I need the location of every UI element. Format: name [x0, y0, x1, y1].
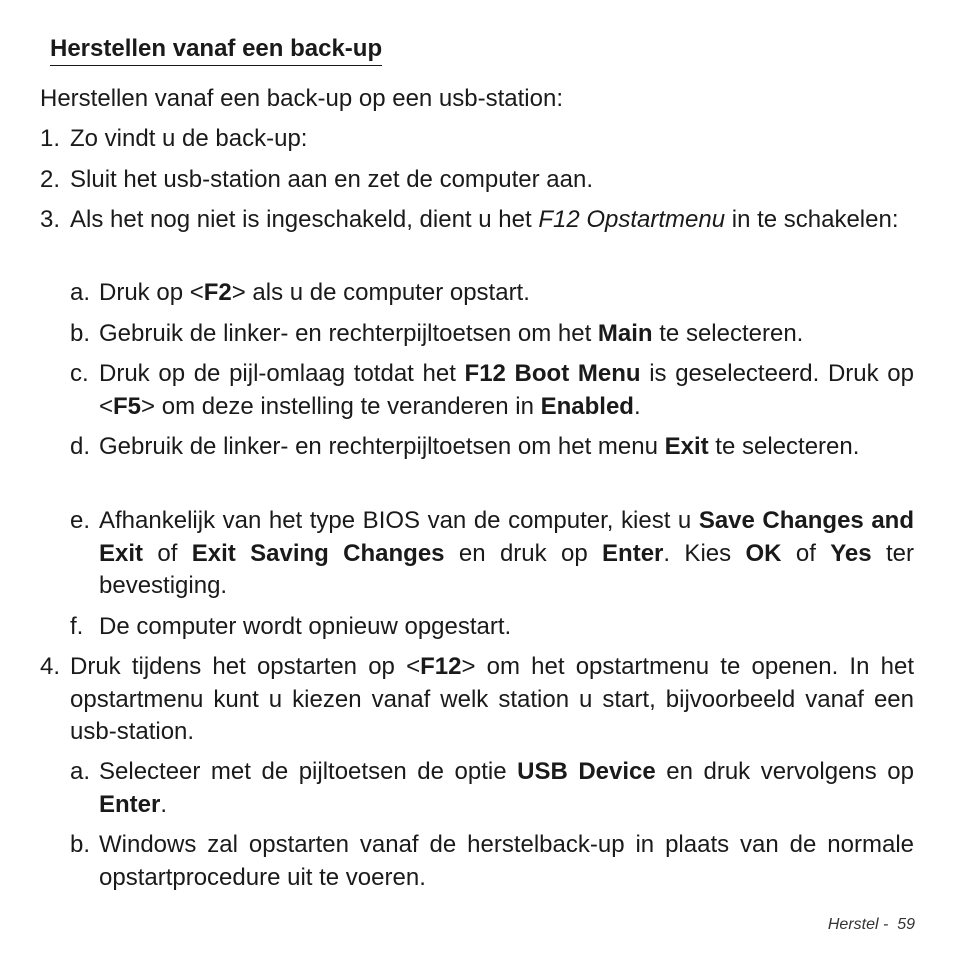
step-3e-letter: e.: [70, 507, 91, 534]
step-4-number: 4.: [40, 653, 61, 680]
intro-text: Herstellen vanaf een back-up op een usb-station:: [40, 85, 563, 112]
footer-section: Herstel -: [827, 916, 889, 933]
step-1-number: 1.: [40, 125, 61, 152]
step-3c-letter: c.: [70, 360, 89, 387]
page-number: 59: [897, 916, 915, 933]
step-2-text: Sluit het usb-station aan en zet de computer aan.: [70, 166, 593, 193]
step-4b-letter: b.: [70, 831, 91, 858]
step-3b-letter: b.: [70, 320, 91, 347]
step-3-text: Als het nog niet is ingeschakeld, dient u het F12 Opstartmenu in te schakelen:: [70, 206, 899, 233]
step-3e-text: Afhankelijk van het type BIOS van de computer, kiest u Save Changes and Exit of Exit Saving Changes en druk op Enter. Kies OK of Yes ter bevestiging.: [99, 507, 914, 599]
step-3d-letter: d.: [70, 433, 91, 460]
section-heading: Herstellen vanaf een back-up: [50, 34, 382, 66]
step-3b-text: Gebruik de linker- en rechterpijltoetsen om het Main te selecteren.: [99, 320, 804, 347]
step-4a-text: Selecteer met de pijltoetsen de optie USB Device en druk vervolgens op Enter.: [99, 758, 914, 818]
step-1-text: Zo vindt u de back-up:: [70, 125, 308, 152]
step-3f-letter: f.: [70, 613, 84, 640]
step-3c-text: Druk op de pijl-omlaag totdat het F12 Boot Menu is geselecteerd. Druk op <F5> om deze instelling te veranderen in Enabled.: [99, 360, 914, 420]
step-3-number: 3.: [40, 206, 61, 233]
step-3d-text: Gebruik de linker- en rechterpijltoetsen om het menu Exit te selecteren.: [99, 433, 860, 460]
step-4a-letter: a.: [70, 758, 91, 785]
page-footer: [820, 916, 915, 934]
step-4b-text: Windows zal opstarten vanaf de herstelback-up in plaats van de normale opstartprocedure uit te voeren.: [99, 831, 914, 891]
step-3a-text: Druk op <F2> als u de computer opstart.: [99, 279, 530, 306]
step-3a-letter: a.: [70, 279, 91, 306]
step-3f-text: De computer wordt opnieuw opgestart.: [99, 613, 512, 640]
step-4-text: Druk tijdens het opstarten op <F12> om het opstartmenu te openen. In het opstartmenu kunt u kiezen vanaf welk station u start, bijvoorbeeld vanaf een usb-station.: [70, 653, 914, 745]
step-2-number: 2.: [40, 166, 61, 193]
